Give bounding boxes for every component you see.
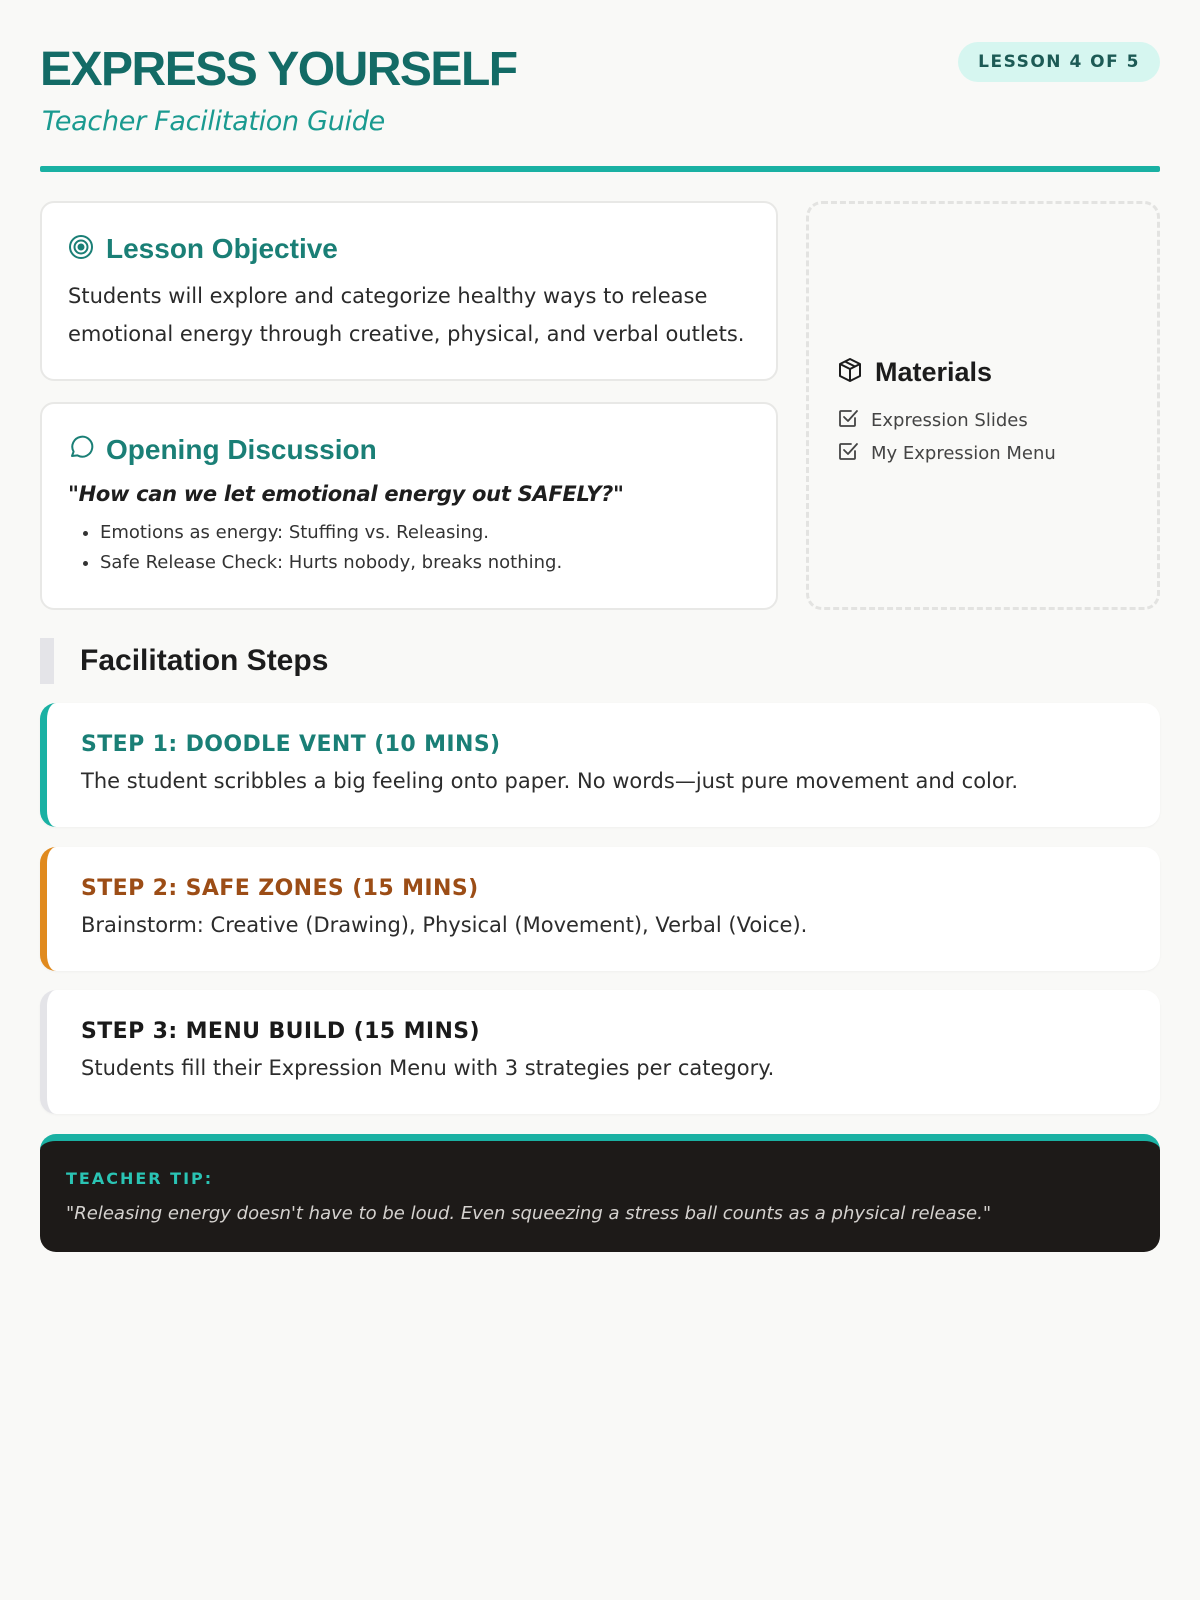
checkbox-checked-icon [837, 407, 859, 434]
step-card [40, 847, 1160, 971]
lesson-objective-card [40, 201, 778, 381]
page [40, 0, 1160, 1224]
discussion-point: • Safe Release Check: Hurts nobody, breaks nothing. [100, 548, 750, 578]
step-description: Brainstorm: Creative (Drawing), Physical (Movement), Verbal (Voice). [81, 913, 808, 937]
material-item [837, 404, 1157, 437]
teacher-tip-label: TEACHER TIP: [66, 1169, 214, 1188]
page-subtitle: Teacher Facilitation Guide [42, 106, 385, 137]
teacher-tip-text: "Releasing energy doesn't have to be loud. Even squeezing a stress ball counts as a physical release." [66, 1203, 992, 1224]
discussion-points [68, 518, 750, 578]
header-divider [40, 166, 1160, 172]
step-title: STEP 3: MENU BUILD (15 MINS) [81, 1019, 480, 1044]
material-label: Expression Slides [871, 410, 1028, 431]
facilitation-steps-heading: Facilitation Steps [40, 638, 328, 684]
step-description: The student scribbles a big feeling onto paper. No words—just pure movement and color. [81, 769, 1019, 793]
step-card [40, 990, 1160, 1114]
step-title: STEP 1: DOODLE VENT (10 MINS) [81, 732, 501, 757]
header [40, 0, 1160, 174]
step-title: STEP 2: SAFE ZONES (15 MINS) [81, 876, 479, 901]
opening-discussion-card [40, 402, 778, 610]
material-label: My Expression Menu [871, 443, 1056, 464]
materials-panel [806, 201, 1160, 610]
discussion-point: • Emotions as energy: Stuffing vs. Releasing. [100, 518, 750, 548]
target-icon [68, 234, 94, 264]
material-item [837, 437, 1157, 470]
materials-heading: Materials [875, 356, 993, 387]
package-icon [837, 357, 863, 387]
lesson-objective-text: Students will explore and categorize healthy ways to release emotional energy through creative, physical, and verbal outlets. [68, 284, 745, 346]
step-card [40, 703, 1160, 827]
discussion-question: "How can we let emotional energy out SAFELY?" [68, 482, 624, 506]
lesson-badge: LESSON 4 OF 5 [958, 42, 1160, 82]
lesson-objective-heading: Lesson Objective [106, 233, 338, 264]
chat-bubble-icon [68, 435, 94, 465]
opening-discussion-heading: Opening Discussion [106, 434, 377, 465]
checkbox-checked-icon [837, 440, 859, 467]
step-description: Students fill their Expression Menu with 3 strategies per category. [81, 1056, 775, 1080]
materials-list [837, 404, 1157, 470]
teacher-tip-box [40, 1134, 1160, 1252]
page-title: EXPRESS YOURSELF [40, 43, 517, 96]
